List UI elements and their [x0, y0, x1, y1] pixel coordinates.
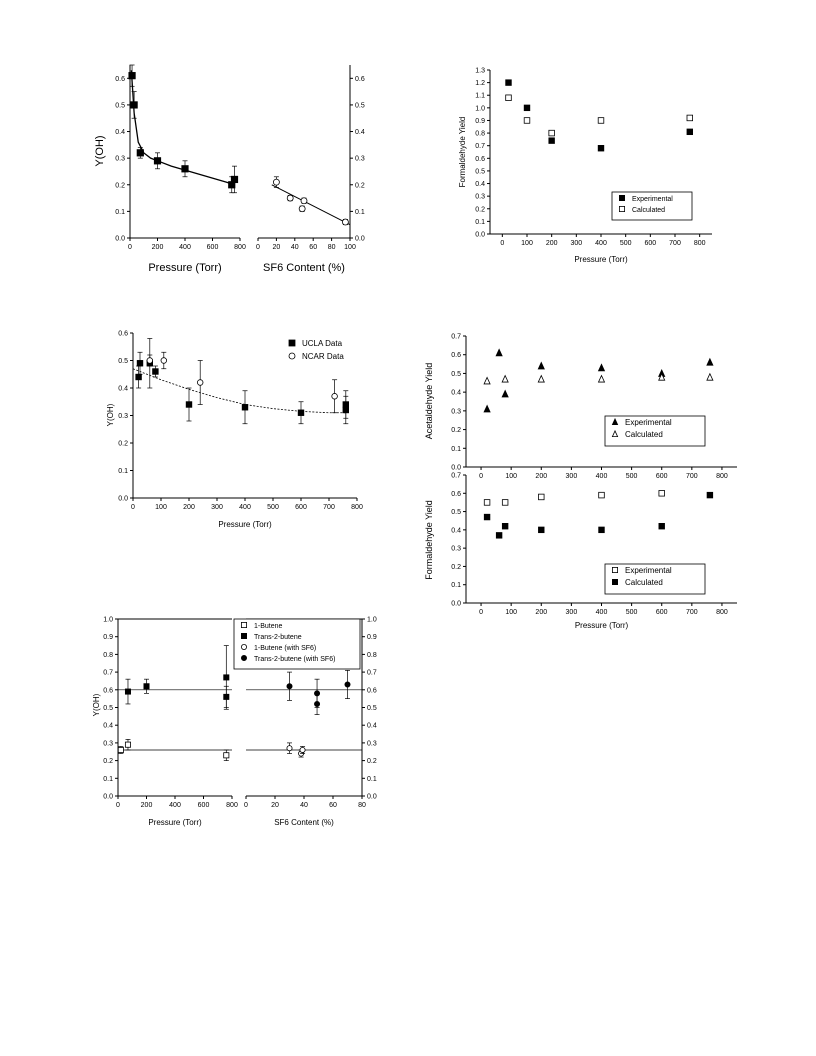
legend-entry: Experimental	[625, 566, 672, 575]
chart-y-oh-butenes	[92, 617, 377, 828]
filled-square-marker	[598, 145, 604, 151]
open-circle-marker	[287, 746, 292, 751]
chart-y-oh-ucla-ncar	[106, 331, 363, 530]
filled-square-marker	[137, 360, 143, 366]
x-tick-label: 800	[351, 504, 363, 511]
x-tick-label: 300	[565, 609, 578, 616]
filled-square-marker	[186, 402, 192, 408]
y-tick-label-right: 0.6	[355, 75, 365, 83]
y-tick-label: 0.7	[103, 669, 113, 677]
x-axis-title: Pressure (Torr)	[574, 255, 628, 264]
y-tick-label-right: 0.5	[355, 102, 365, 110]
y-tick-label: 1.2	[475, 80, 485, 88]
y-tick-label-right: 0.3	[367, 740, 377, 748]
y-tick-label: 0.3	[475, 193, 485, 201]
y-tick-label: 0.5	[451, 509, 461, 517]
x-tick-label: 700	[685, 473, 698, 480]
x-tick-label: 500	[625, 473, 638, 480]
x-tick-label: 700	[323, 504, 335, 511]
y-axis-title: Y(OH)	[106, 403, 115, 427]
x-tick-label: 600	[295, 504, 307, 511]
x-tick-label: 0	[256, 244, 260, 251]
open-square-marker	[502, 500, 508, 506]
x-axis-title: Pressure (Torr)	[218, 520, 272, 529]
legend-entry: Trans-2-butene	[254, 634, 302, 641]
x-tick-label: 0	[500, 240, 505, 247]
x-axis-title: Pressure (Torr)	[148, 262, 222, 274]
open-square-marker	[118, 747, 123, 752]
x-axis-title: Pressure (Torr)	[574, 621, 629, 630]
open-triangle-marker	[484, 377, 490, 384]
y-tick-label-right: 0.0	[367, 793, 377, 801]
y-tick-label-right: 0.6	[367, 687, 377, 695]
y-tick-label: 0.2	[451, 563, 461, 571]
legend-entry: 1-Butene (with SF6)	[254, 645, 317, 652]
legend-entry: UCLA Data	[302, 339, 343, 348]
y-tick-label: 1.1	[475, 92, 485, 100]
x-tick-label: 600	[197, 802, 210, 809]
open-square-marker	[241, 622, 246, 627]
y-tick-label: 1.3	[475, 67, 485, 75]
y-tick-label: 0.7	[451, 333, 461, 341]
y-tick-label: 0.1	[475, 218, 485, 226]
filled-square-marker	[289, 340, 295, 346]
x-tick-label: 600	[206, 244, 219, 251]
y-tick-label-right: 0.3	[355, 155, 365, 163]
filled-square-marker	[298, 410, 304, 416]
chart-y-oh-pressure-sf6	[94, 65, 365, 274]
y-tick-label: 0.3	[451, 408, 461, 416]
filled-square-marker	[502, 523, 508, 529]
open-square-marker	[549, 130, 555, 136]
y-tick-label: 0.0	[475, 231, 485, 239]
y-tick-label-right: 0.4	[355, 129, 365, 137]
open-circle-marker	[197, 380, 203, 386]
open-square-marker	[506, 95, 512, 101]
y-axis-title: Formaldehyde Yield	[424, 500, 434, 580]
y-tick-label: 0.5	[103, 705, 113, 712]
filled-square-marker	[153, 369, 159, 375]
x-tick-label: 200	[545, 240, 558, 247]
y-tick-label-right: 0.4	[367, 722, 377, 730]
filled-circle-marker	[241, 655, 246, 660]
x-tick-label: 800	[716, 473, 728, 480]
legend-entry: Calculated	[632, 207, 666, 214]
x-tick-label: 100	[505, 473, 518, 480]
x-tick-label: 400	[595, 609, 608, 616]
x-tick-label: 20	[271, 802, 279, 809]
open-circle-marker	[147, 358, 153, 364]
filled-square-marker	[136, 374, 142, 380]
y-tick-label: 0.2	[115, 182, 125, 190]
legend-entry: 1-Butene	[254, 623, 283, 630]
y-tick-label: 0.8	[103, 651, 113, 659]
filled-square-marker	[182, 166, 188, 172]
y-tick-label: 0.8	[475, 130, 485, 138]
open-circle-marker	[289, 353, 295, 359]
filled-circle-marker	[345, 682, 350, 687]
open-square-marker	[484, 500, 490, 506]
y-tick-label: 1.0	[475, 105, 485, 113]
y-axis-title: Y(OH)	[94, 135, 106, 167]
chart-formaldehyde-yield-bottom	[424, 473, 737, 631]
open-square-marker	[687, 115, 693, 121]
filled-circle-marker	[314, 701, 319, 706]
fit-curve	[272, 185, 350, 225]
legend-entry: Experimental	[625, 418, 672, 427]
x-tick-label: 0	[131, 504, 135, 511]
fit-curve	[133, 369, 346, 413]
x-tick-label: 700	[669, 240, 681, 247]
filled-square-marker	[242, 404, 248, 410]
filled-square-marker	[137, 150, 143, 156]
open-square-marker	[524, 118, 530, 124]
y-tick-label: 0.4	[475, 181, 485, 189]
open-square-marker	[538, 494, 544, 500]
x-tick-label: 0	[116, 802, 120, 809]
filled-square-marker	[224, 694, 229, 699]
y-tick-label: 0.6	[103, 687, 113, 695]
x-tick-label: 600	[644, 240, 657, 247]
open-circle-marker	[300, 747, 305, 752]
x-tick-label: 40	[290, 244, 299, 251]
x-tick-label: 400	[179, 244, 191, 251]
y-tick-label: 0.5	[451, 370, 461, 378]
x-tick-label: 100	[344, 244, 356, 251]
chart-formaldehyde-yield-top	[458, 68, 712, 265]
y-tick-label-right: 0.0	[355, 235, 365, 243]
filled-square-marker	[131, 102, 137, 108]
x-tick-label: 500	[267, 504, 279, 511]
filled-square-marker	[687, 129, 693, 135]
y-tick-label-right: 1.0	[367, 616, 377, 624]
open-circle-marker	[342, 219, 348, 225]
x-tick-label: 400	[595, 240, 607, 247]
x-tick-label: 200	[535, 473, 548, 480]
filled-square-marker	[496, 533, 502, 539]
y-tick-label: 0.3	[115, 155, 125, 163]
x-axis-title: Pressure (Torr)	[148, 818, 202, 827]
filled-square-marker	[659, 523, 665, 529]
x-tick-label: 500	[619, 240, 632, 247]
y-tick-label: 0.2	[451, 427, 461, 435]
filled-square-marker	[707, 492, 713, 498]
y-tick-label: 0.1	[451, 445, 461, 453]
open-square-marker	[125, 742, 130, 747]
filled-triangle-marker	[496, 349, 502, 356]
filled-square-marker	[599, 527, 605, 533]
x-tick-label: 500	[625, 609, 638, 616]
y-tick-label-right: 0.2	[367, 758, 377, 766]
filled-square-marker	[125, 689, 130, 694]
legend-entry: Trans-2-butene (with SF6)	[254, 656, 336, 663]
open-circle-marker	[299, 206, 305, 212]
filled-square-marker	[506, 80, 512, 86]
x-tick-label: 0	[479, 609, 484, 616]
y-tick-label: 0.4	[103, 722, 113, 730]
x-tick-label: 200	[151, 244, 164, 251]
filled-triangle-marker	[599, 364, 605, 371]
chart-acetaldehyde-yield	[424, 334, 737, 481]
x-axis-title: SF6 Content (%)	[274, 818, 334, 827]
x-tick-label: 800	[693, 240, 706, 247]
open-square-marker	[598, 118, 604, 124]
filled-square-marker	[154, 158, 160, 164]
x-tick-label: 700	[685, 609, 698, 616]
x-tick-label: 800	[234, 244, 246, 251]
y-tick-label: 1.0	[103, 616, 113, 624]
open-triangle-marker	[502, 376, 508, 383]
y-tick-label-right: 0.7	[367, 669, 377, 677]
open-circle-marker	[332, 393, 338, 399]
x-axis-title: SF6 Content (%)	[263, 262, 345, 274]
y-tick-label: 0.7	[475, 143, 485, 151]
filled-square-marker	[524, 105, 530, 111]
y-tick-label: 0.0	[115, 235, 125, 243]
x-tick-label: 40	[300, 802, 308, 809]
filled-square-marker	[224, 675, 229, 680]
legend-entry: Calculated	[625, 430, 663, 439]
x-tick-label: 300	[570, 240, 583, 247]
filled-square-marker	[549, 138, 555, 144]
x-tick-label: 600	[655, 473, 668, 480]
y-axis-title: Y(OH)	[92, 693, 101, 717]
y-tick-label: 0.0	[451, 464, 461, 472]
filled-square-marker	[538, 527, 544, 533]
x-tick-label: 80	[327, 244, 336, 251]
open-square-marker	[224, 753, 229, 758]
y-tick-label: 0.6	[475, 155, 485, 163]
x-tick-label: 60	[329, 802, 337, 809]
open-circle-marker	[301, 198, 307, 204]
y-tick-label: 0.6	[451, 352, 461, 360]
x-tick-label: 0	[128, 244, 132, 251]
x-tick-label: 300	[211, 504, 223, 511]
filled-triangle-marker	[707, 359, 713, 366]
y-tick-label: 0.3	[451, 545, 461, 553]
y-tick-label: 0.9	[475, 117, 485, 125]
open-circle-marker	[161, 358, 167, 364]
x-tick-label: 300	[565, 473, 578, 480]
open-triangle-marker	[599, 376, 605, 383]
y-tick-label: 0.3	[103, 740, 113, 748]
x-tick-label: 100	[155, 504, 167, 511]
x-tick-label: 400	[595, 473, 608, 480]
y-tick-label: 0.1	[115, 208, 125, 216]
open-circle-marker	[287, 195, 293, 201]
open-triangle-marker	[707, 374, 713, 381]
y-tick-label: 0.6	[115, 75, 125, 83]
filled-square-marker	[343, 407, 349, 413]
y-tick-label: 0.6	[451, 490, 461, 498]
y-tick-label: 0.1	[451, 582, 461, 590]
x-tick-label: 200	[140, 802, 153, 809]
open-square-marker	[659, 490, 665, 496]
x-tick-label: 100	[521, 240, 533, 247]
filled-square-marker	[241, 633, 246, 638]
y-tick-label: 0.4	[115, 129, 125, 137]
y-tick-label-right: 0.1	[355, 208, 365, 216]
y-tick-label-right: 0.8	[367, 651, 377, 659]
x-tick-label: 800	[716, 609, 728, 616]
open-circle-marker	[273, 179, 279, 185]
filled-triangle-marker	[484, 405, 490, 412]
legend-entry: NCAR Data	[302, 352, 344, 361]
x-tick-label: 100	[505, 609, 518, 616]
y-tick-label: 0.9	[103, 634, 113, 642]
legend-entry: Experimental	[632, 196, 673, 203]
filled-square-marker	[231, 176, 237, 182]
filled-square-marker	[619, 195, 624, 200]
y-tick-label-right: 0.5	[367, 705, 377, 712]
x-tick-label: 200	[183, 504, 195, 511]
x-tick-label: 20	[272, 244, 281, 251]
y-tick-label: 0.4	[118, 385, 128, 393]
y-tick-label: 0.0	[451, 600, 461, 608]
filled-square-marker	[484, 514, 490, 520]
y-tick-label: 0.5	[475, 168, 485, 176]
y-tick-label-right: 0.2	[355, 182, 365, 190]
y-tick-label: 0.2	[475, 206, 485, 214]
x-tick-label: 600	[655, 609, 668, 616]
x-tick-label: 0	[479, 473, 484, 480]
filled-square-marker	[144, 684, 149, 689]
x-tick-label: 800	[226, 802, 238, 809]
open-triangle-marker	[538, 376, 544, 383]
filled-triangle-marker	[538, 362, 544, 369]
y-tick-label-right: 0.1	[367, 775, 377, 783]
open-square-marker	[612, 567, 617, 572]
open-circle-marker	[241, 644, 246, 649]
y-tick-label: 0.2	[118, 440, 128, 448]
x-tick-label: 400	[169, 802, 181, 809]
y-tick-label: 0.7	[451, 472, 461, 480]
filled-square-marker	[129, 72, 135, 78]
y-tick-label: 0.0	[118, 495, 128, 503]
y-tick-label: 0.4	[451, 389, 461, 397]
y-axis-title: Formaldehyde Yield	[458, 116, 467, 188]
y-tick-label: 0.0	[103, 793, 113, 801]
y-tick-label: 0.2	[103, 758, 113, 766]
x-tick-label: 200	[535, 609, 548, 616]
filled-triangle-marker	[502, 391, 508, 398]
x-tick-label: 400	[239, 504, 251, 511]
filled-square-marker	[612, 579, 617, 584]
x-tick-label: 60	[309, 244, 318, 251]
y-tick-label: 0.3	[118, 413, 128, 420]
y-tick-label: 0.5	[115, 102, 125, 110]
y-tick-label-right: 0.9	[367, 634, 377, 642]
legend-entry: Calculated	[625, 578, 663, 587]
x-tick-label: 80	[358, 802, 366, 809]
filled-circle-marker	[287, 684, 292, 689]
y-tick-label: 0.1	[118, 468, 128, 475]
y-tick-label: 0.1	[103, 775, 113, 783]
y-tick-label: 0.5	[118, 358, 128, 365]
x-tick-label: 0	[244, 802, 248, 809]
open-square-marker	[599, 492, 605, 498]
y-axis-title: Acetaldehyde Yield	[424, 362, 434, 440]
y-tick-label: 0.4	[451, 527, 461, 535]
open-square-marker	[619, 206, 624, 211]
y-tick-label: 0.6	[118, 330, 128, 338]
